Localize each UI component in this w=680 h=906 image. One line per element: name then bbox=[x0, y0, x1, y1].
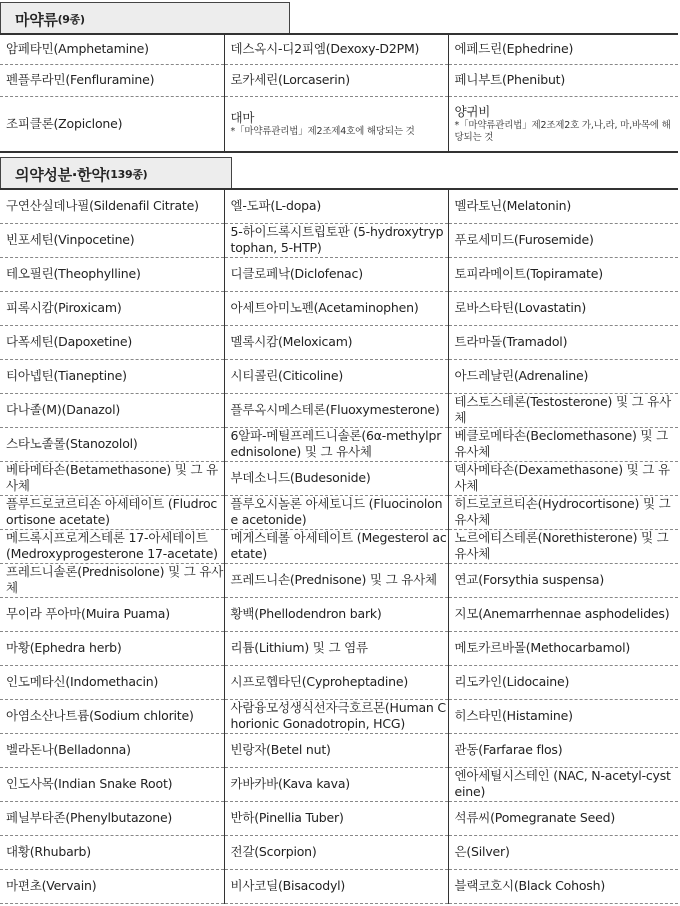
cell-text: 빈포세틴(Vinpocetine) bbox=[6, 232, 135, 247]
cell-text: 리튬(Lithium) 및 그 염류 bbox=[230, 640, 368, 655]
cell-text: 멜라토닌(Melatonin) bbox=[454, 198, 572, 214]
section-title: 마약류 bbox=[15, 10, 58, 29]
cell-text: 멜록시캄(Meloxicam) bbox=[230, 334, 353, 349]
table-cell bbox=[448, 223, 678, 257]
cell-text: 로카세린(Lorcaserin) bbox=[230, 72, 350, 87]
table-row bbox=[0, 699, 678, 733]
cell-text: 아세트아미노펜(Acetaminophen) bbox=[230, 300, 419, 315]
table-cell bbox=[0, 835, 224, 869]
table-cell bbox=[0, 427, 224, 461]
table-cell bbox=[224, 495, 448, 529]
table-cell bbox=[224, 767, 448, 801]
cell-text: 티아넵틴(Tianeptine) bbox=[6, 368, 127, 383]
table-cell bbox=[448, 291, 678, 325]
section-header-medicines bbox=[0, 157, 232, 190]
table-cell bbox=[224, 801, 448, 835]
table-cell bbox=[448, 393, 678, 427]
table-cell bbox=[224, 257, 448, 291]
table-cell bbox=[0, 189, 224, 223]
cell-text: 엘-도파(L-dopa) bbox=[230, 198, 322, 214]
cell-text: 사람융모성생식선자극호르몬(Human Chorionic Gonadotropin, HCG) bbox=[230, 700, 446, 731]
cell-text: 조피클론(Zopiclone) bbox=[6, 115, 123, 131]
cell-text: 페니부트(Phenibut) bbox=[454, 72, 566, 87]
table-row bbox=[0, 359, 678, 393]
cell-text: 인도메타신(Indomethacin) bbox=[6, 674, 159, 689]
cell-text: 테스토스테론(Testosterone) 및 그 유사체 bbox=[454, 394, 672, 425]
table-cell bbox=[448, 597, 678, 631]
table-cell bbox=[0, 257, 224, 291]
cell-text: 블랙코호시(Black Cohosh) bbox=[454, 878, 606, 893]
table-cell bbox=[448, 64, 678, 96]
table-cell bbox=[0, 733, 224, 767]
table-cell bbox=[224, 291, 448, 325]
table-row bbox=[0, 733, 678, 767]
cell-text: 지모(Anemarrhennae asphodelides) bbox=[454, 606, 670, 621]
cell-text: 전갈(Scorpion) bbox=[230, 844, 317, 859]
cell-text: 양귀비 bbox=[454, 103, 491, 119]
table-cell bbox=[448, 801, 678, 835]
cell-text: 연교(Forsythia suspensa) bbox=[454, 572, 605, 587]
table-row bbox=[0, 325, 678, 359]
cell-text: 푸로세미드(Furosemide) bbox=[454, 232, 594, 247]
table-cell bbox=[0, 325, 224, 359]
cell-text: 히스타민(Histamine) bbox=[454, 708, 573, 723]
table-row bbox=[0, 291, 678, 325]
table-cell bbox=[448, 325, 678, 359]
table-cell bbox=[448, 495, 678, 529]
table-cell bbox=[448, 257, 678, 291]
table-cell bbox=[224, 393, 448, 427]
cell-text: 은(Silver) bbox=[454, 844, 510, 859]
table-cell bbox=[224, 325, 448, 359]
table-cell bbox=[224, 597, 448, 631]
table-cell bbox=[448, 189, 678, 223]
table-cell bbox=[0, 631, 224, 665]
table-cell bbox=[0, 34, 224, 64]
cell-text: 부데소니드(Budesonide) bbox=[230, 470, 371, 485]
table-cell bbox=[224, 461, 448, 495]
cell-text: 노르에티스테론(Norethisterone) 및 그 유사체 bbox=[454, 530, 669, 561]
section-title: 의약성분·한약 bbox=[15, 165, 106, 184]
cell-text: 피록시캄(Piroxicam) bbox=[6, 300, 122, 315]
table-cell bbox=[224, 869, 448, 903]
table-cell bbox=[0, 393, 224, 427]
table-cell bbox=[0, 291, 224, 325]
cell-text: 데스옥시-디2피엠(Dexoxy-D2PM) bbox=[230, 41, 420, 57]
table-cell bbox=[0, 801, 224, 835]
cell-text: 펜플루라민(Fenfluramine) bbox=[6, 72, 155, 87]
table-cell bbox=[0, 96, 224, 152]
cell-text: 스타노졸롤(Stanozolol) bbox=[6, 436, 138, 451]
table-cell bbox=[0, 597, 224, 631]
table-cell bbox=[448, 631, 678, 665]
table-cell bbox=[0, 64, 224, 96]
table-row bbox=[0, 427, 678, 461]
table-cell bbox=[448, 767, 678, 801]
cell-text: 카바카바(Kava kava) bbox=[230, 776, 350, 791]
table-cell bbox=[0, 665, 224, 699]
table-cell bbox=[0, 699, 224, 733]
cell-text: 토피라메이트(Topiramate) bbox=[454, 266, 603, 281]
table-cell bbox=[448, 529, 678, 563]
cell-text: 덱사메타손(Dexamethasone) 및 그 유사체 bbox=[454, 462, 670, 493]
table-cell bbox=[0, 563, 224, 597]
table-row bbox=[0, 64, 678, 96]
section-header-narcotics bbox=[0, 2, 290, 35]
table-cell bbox=[224, 665, 448, 699]
medicines-table bbox=[0, 188, 678, 904]
table-cell bbox=[448, 699, 678, 733]
cell-text: 관동(Farfarae flos) bbox=[454, 742, 563, 757]
table-cell bbox=[448, 869, 678, 903]
table-row bbox=[0, 529, 678, 563]
cell-text: 로바스타틴(Lovastatin) bbox=[454, 300, 587, 315]
cell-text: 인도사목(Indian Snake Root) bbox=[6, 776, 173, 791]
table-row bbox=[0, 96, 678, 152]
cell-text: 테오필린(Theophylline) bbox=[6, 266, 141, 281]
table-cell bbox=[0, 461, 224, 495]
cell-text: 프레드니손(Prednisone) 및 그 유사체 bbox=[230, 572, 437, 587]
cell-text: 구연산실데나필(Sildenafil Citrate) bbox=[6, 198, 199, 214]
cell-text: 플루드로코르티손 아세테이트 (Fludrocortisone acetate) bbox=[6, 496, 218, 527]
table-cell bbox=[224, 189, 448, 223]
cell-text: 디클로페낙(Diclofenac) bbox=[230, 266, 363, 281]
cell-text: 시프로헵타딘(Cyproheptadine) bbox=[230, 674, 409, 689]
section-count: (9종) bbox=[57, 13, 85, 26]
cell-text: 5-하이드록시트립토판 (5-hydroxytryptophan, 5-HTP) bbox=[230, 224, 444, 255]
table-row bbox=[0, 631, 678, 665]
cell-text: 아염소산나트륨(Sodium chlorite) bbox=[6, 708, 194, 723]
table-cell bbox=[448, 563, 678, 597]
table-cell bbox=[448, 359, 678, 393]
table-cell bbox=[224, 835, 448, 869]
cell-text: 황백(Phellodendron bark) bbox=[230, 606, 382, 621]
table-cell bbox=[448, 835, 678, 869]
table-cell bbox=[224, 699, 448, 733]
cell-text: 에페드린(Ephedrine) bbox=[454, 41, 574, 57]
cell-text: 메드록시프로게스테론 17-아세테이트 (Medroxyprogesterone 17-acetate) bbox=[6, 530, 218, 561]
cell-text: 베클로메타손(Beclomethasone) 및 그 유사체 bbox=[454, 428, 668, 459]
cell-text: 페닐부타존(Phenylbutazone) bbox=[6, 810, 173, 825]
cell-text: 대마 bbox=[230, 109, 255, 125]
cell-text: 암페타민(Amphetamine) bbox=[6, 41, 149, 57]
table-row bbox=[0, 835, 678, 869]
table-cell bbox=[448, 34, 678, 64]
cell-note: *「마약류관리법」제2조제4호에 해당되는 것 bbox=[230, 125, 415, 137]
table-row bbox=[0, 869, 678, 903]
cell-text: 다나졸(M)(Danazol) bbox=[6, 402, 121, 417]
cell-text: 시티콜린(Citicoline) bbox=[230, 368, 344, 383]
cell-text: 메토카르바몰(Methocarbamol) bbox=[454, 640, 631, 655]
table-row bbox=[0, 34, 678, 64]
cell-text: 벨라돈나(Belladonna) bbox=[6, 742, 131, 757]
table-row bbox=[0, 495, 678, 529]
table-cell bbox=[224, 223, 448, 257]
table-cell bbox=[0, 529, 224, 563]
table-row bbox=[0, 563, 678, 597]
table-row bbox=[0, 393, 678, 427]
cell-text: 프레드니솔론(Prednisolone) 및 그 유사체 bbox=[6, 564, 224, 595]
table-row bbox=[0, 189, 678, 223]
table-cell bbox=[448, 427, 678, 461]
cell-text: 플루옥시메스테론(Fluoxymesterone) bbox=[230, 402, 440, 417]
section-count: (139종) bbox=[105, 168, 148, 181]
table-row bbox=[0, 665, 678, 699]
table-row bbox=[0, 223, 678, 257]
table-cell bbox=[224, 359, 448, 393]
table-row bbox=[0, 597, 678, 631]
cell-text: 엔아세틸시스테인 (NAC, N-acetyl-cysteine) bbox=[454, 768, 671, 799]
table-row bbox=[0, 767, 678, 801]
cell-text: 무이라 푸아마(Muira Puama) bbox=[6, 606, 170, 621]
table-cell bbox=[0, 767, 224, 801]
table-cell bbox=[0, 495, 224, 529]
table-cell bbox=[224, 96, 448, 152]
table-cell bbox=[0, 869, 224, 903]
cell-text: 6알파-메틸프레드니솔론(6α-methylprednisolone) 및 그 유사체 bbox=[230, 428, 442, 459]
table-row bbox=[0, 461, 678, 495]
cell-text: 마편초(Vervain) bbox=[6, 878, 97, 893]
cell-text: 비사코딜(Bisacodyl) bbox=[230, 878, 346, 893]
table-cell bbox=[224, 563, 448, 597]
table-cell bbox=[0, 359, 224, 393]
table-cell bbox=[448, 733, 678, 767]
cell-text: 히드로코르티손(Hydrocortisone) 및 그 유사체 bbox=[454, 496, 671, 527]
table-cell bbox=[0, 223, 224, 257]
table-cell bbox=[224, 34, 448, 64]
table-cell bbox=[224, 64, 448, 96]
table-cell bbox=[224, 529, 448, 563]
table-row bbox=[0, 801, 678, 835]
cell-text: 대황(Rhubarb) bbox=[6, 844, 91, 859]
cell-text: 메게스테롤 아세테이트 (Megesterol acetate) bbox=[230, 530, 447, 561]
cell-text: 석류씨(Pomegranate Seed) bbox=[454, 810, 616, 825]
table-row bbox=[0, 257, 678, 291]
table-cell bbox=[224, 427, 448, 461]
cell-text: 트라마돌(Tramadol) bbox=[454, 334, 568, 349]
cell-text: 리도카인(Lidocaine) bbox=[454, 674, 570, 689]
cell-text: 빈랑자(Betel nut) bbox=[230, 742, 331, 757]
table-cell bbox=[448, 96, 678, 152]
cell-text: 아드레날린(Adrenaline) bbox=[454, 368, 589, 383]
cell-note: *「마약류관리법」제2조제2호 가,나,라, 마,바목에 해당되는 것 bbox=[454, 119, 671, 143]
cell-text: 반하(Pinellia Tuber) bbox=[230, 810, 344, 825]
narcotics-table bbox=[0, 33, 678, 153]
cell-text: 마황(Ephedra herb) bbox=[6, 640, 122, 655]
table-cell bbox=[224, 733, 448, 767]
table-cell bbox=[448, 461, 678, 495]
table-cell bbox=[448, 665, 678, 699]
table-cell bbox=[224, 631, 448, 665]
cell-text: 다폭세틴(Dapoxetine) bbox=[6, 334, 133, 349]
cell-text: 플루오시놀론 아세토니드 (Fluocinolone acetonide) bbox=[230, 496, 443, 527]
cell-text: 베타메타손(Betamethasone) 및 그 유사체 bbox=[6, 462, 219, 493]
